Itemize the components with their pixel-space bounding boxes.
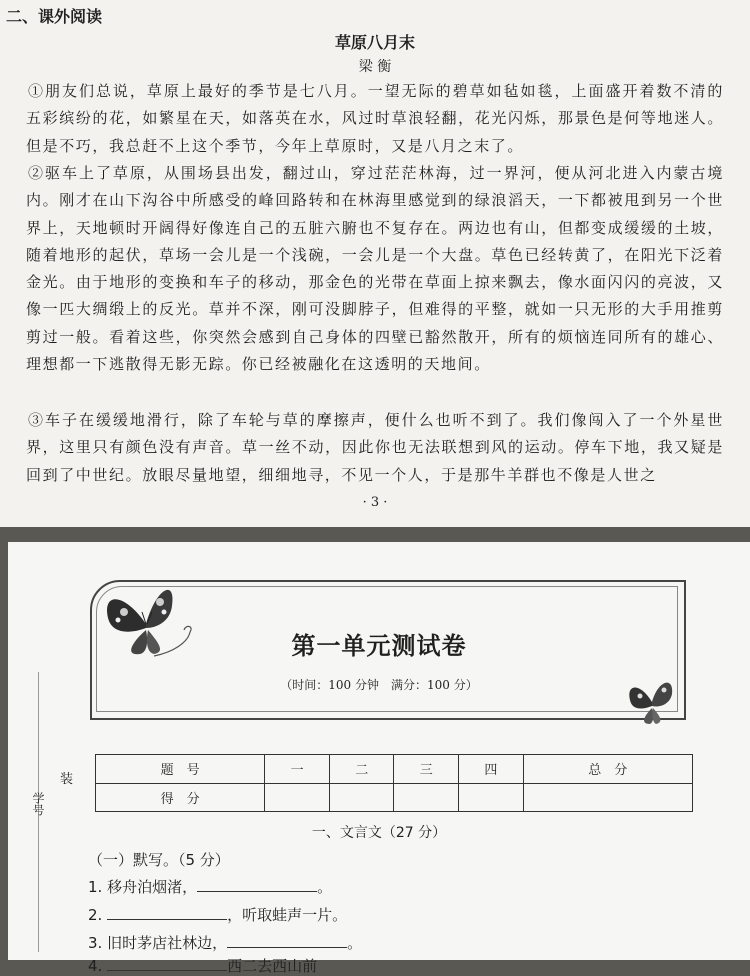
section-heading: 二、课外阅读	[6, 7, 103, 26]
question-text: 移舟泊烟渚，	[107, 878, 198, 896]
question-1	[88, 876, 332, 897]
score-table	[95, 754, 693, 812]
score-input-cell[interactable]	[394, 783, 459, 812]
question-text: 。	[317, 878, 333, 896]
article-author: 梁 衡	[358, 59, 392, 75]
answer-blank[interactable]	[107, 905, 227, 920]
question-number: 1.	[88, 878, 103, 896]
question-4	[88, 955, 317, 976]
score-input-cell[interactable]	[523, 783, 692, 812]
section-title: 一、文言文（27 分）	[311, 825, 447, 841]
table-header-cell: 三	[394, 755, 459, 784]
test-paper-page	[8, 542, 750, 975]
paragraph-3: ③车子在缓缓地滑行，除了车轮与草的摩擦声，便什么也听不到了。我们像闯入了一个外星世界，这里只有颜色没有声音。草一丝不动，因此你也无法联想到风的运动。停车下地，我又疑是回到了中世纪。放眼尽量地望，细细地寻，不见一个人，于是那牛羊群也不像是人世之	[26, 411, 724, 484]
subsection-title: （一）默写。（5 分）	[88, 851, 230, 869]
student-number-label: 学号	[31, 792, 45, 816]
question-text: 旧时茅店社林边，	[107, 934, 228, 952]
table-row	[96, 755, 693, 784]
question-text: 西二去西山前	[227, 957, 318, 975]
question-number: 2.	[88, 906, 103, 924]
question-3	[88, 932, 362, 953]
answer-blank[interactable]	[197, 877, 317, 892]
page-number: · 3 ·	[362, 495, 388, 510]
score-input-cell[interactable]	[459, 783, 524, 812]
answer-blank[interactable]	[107, 956, 227, 971]
test-meta: （时间：100 分钟 满分：100 分）	[280, 678, 478, 692]
question-number: 4.	[88, 957, 103, 975]
binding-label: 装	[60, 772, 74, 787]
question-2	[88, 904, 347, 925]
table-header-cell: 总 分	[523, 755, 692, 784]
table-cell: 得 分	[96, 783, 265, 812]
table-header-cell: 题 号	[96, 755, 265, 784]
table-row	[96, 783, 693, 812]
table-header-cell: 一	[265, 755, 330, 784]
paragraph-1: ①朋友们总说，草原上最好的季节是七八月。一望无际的碧草如毡如毯，上面盛开着数不清的五彩缤纷的花，如繁星在天，如落英在水，风过时草浪轻翻，花光闪烁，那景色是何等地迷人。但是不巧，我总赶不上这个季节，今年上草原时，又是八月之末了。	[26, 82, 724, 155]
article-title: 草原八月末	[334, 33, 415, 52]
table-header-cell: 四	[459, 755, 524, 784]
question-number: 3.	[88, 934, 103, 952]
score-input-cell[interactable]	[265, 783, 330, 812]
table-header-cell: 二	[329, 755, 394, 784]
score-input-cell[interactable]	[329, 783, 394, 812]
question-text: 。	[347, 934, 363, 952]
answer-blank[interactable]	[227, 933, 347, 948]
paragraph-2: ②驱车上了草原，从围场县出发，翻过山，穿过茫茫林海，过一界河，便从河北进入内蒙古境内。刚才在山下沟谷中所感受的峰回路转和在林海里感觉到的绿浪滔天，一下都被甩到另一个世界上，天地顿时开阔得好像连自己的五脏六腑也不复存在。两边也有山，但都变成缓缓的土坡，随着地形的起伏，草场一会儿是一个浅碗，一会儿是一个大盘。草色已经转黄了，在阳光下泛着金光。由于地形的变换和车子的移动，那金色的光带在草面上掠来飘去，像水面闪闪的亮波，又像一匹大绸缎上的反光。草并不深，刚可没脚脖子，但难得的平整，就如一只无形的大手用推剪剪过一般。看着这些，你突然会感到自己身体的四壁已豁然散开，所有的烦恼连同所有的雄心、理想都一下逃散得无影无踪。你已经被融化在这透明的天地间。	[26, 164, 724, 374]
question-text: ，听取蛙声一片。	[227, 906, 348, 924]
test-title: 第一单元测试卷	[291, 632, 467, 660]
